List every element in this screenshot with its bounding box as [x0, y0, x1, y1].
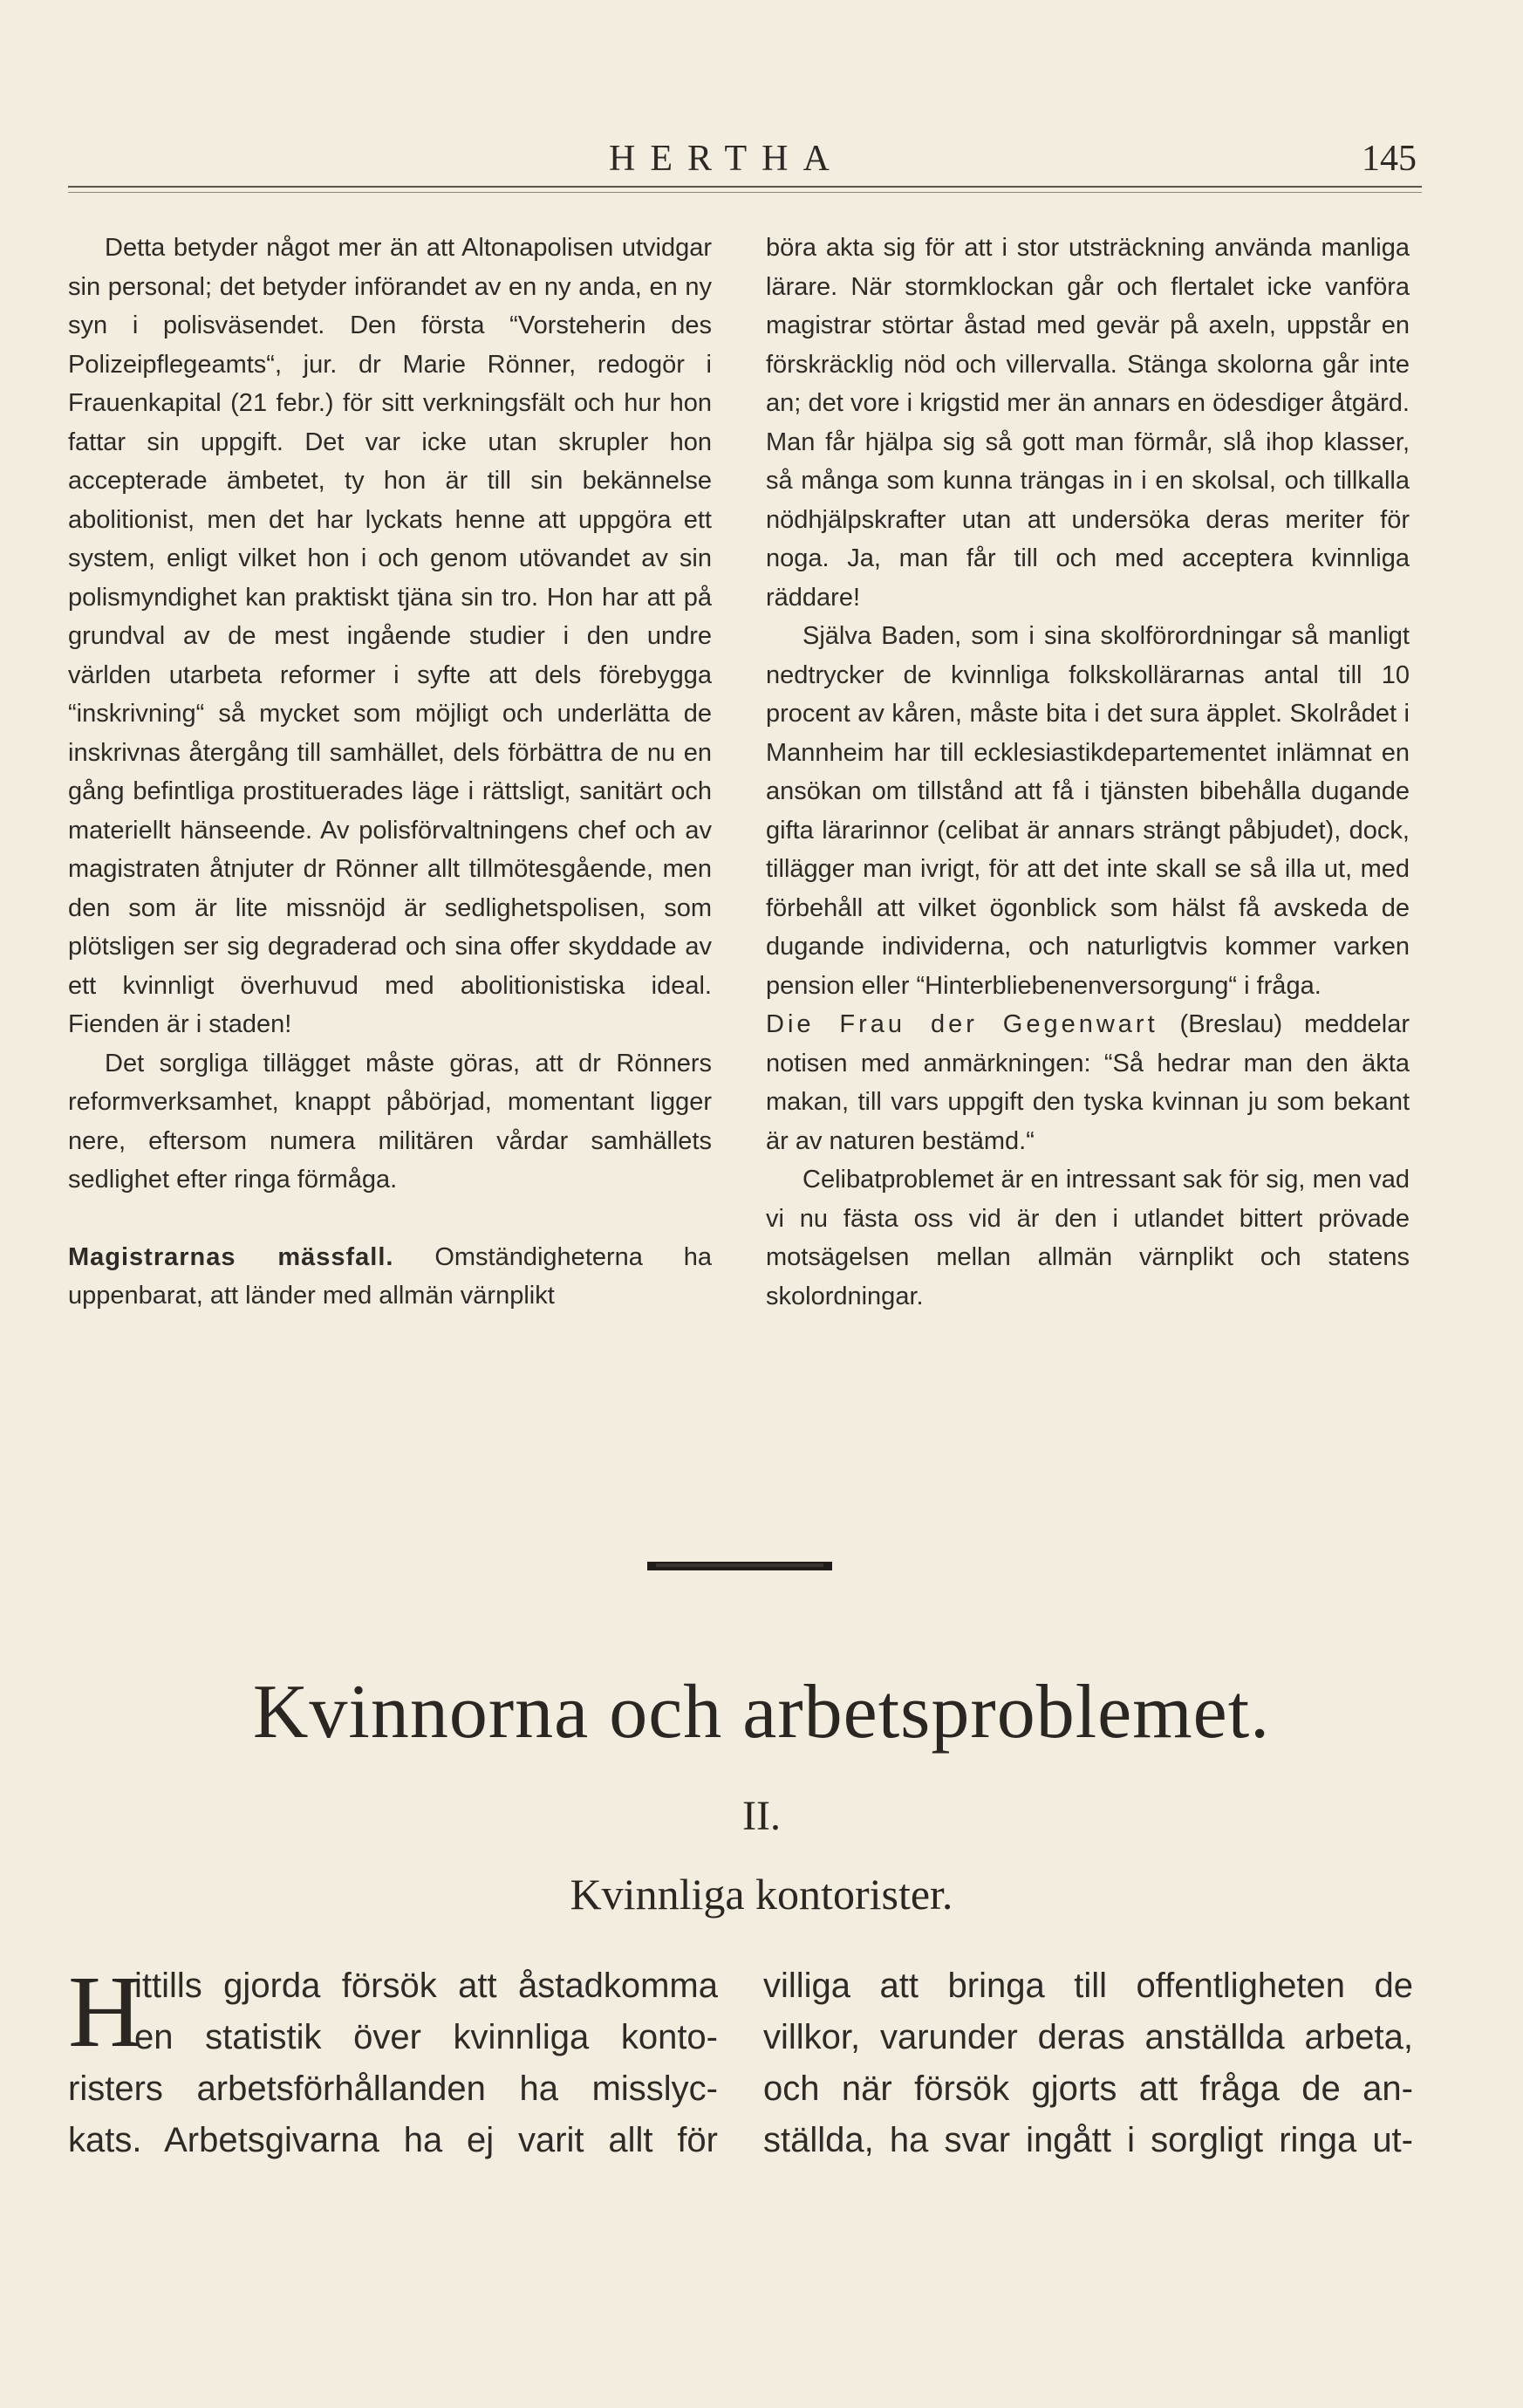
right-paragraph-1: böra akta sig för att i stor utsträckning använda manliga lärare. När stormklockan går och flertalet icke vanföra magistrar störtar åstad med gevär på axeln, uppstår en förskräcklig nöd och villervalla. Stänga skolorna går inte an; det vore i krigstid mer än annars en ödesdiger åtgärd. Man får hjälpa sig så gott man förmår, slå ihop klasser, så många som kunna trängas in i en skolsal, och tillkalla nödhjälpskrafter utan att undersöka deras meriter för noga. Ja, man får till och med acceptera kvinnliga räddare!: [766, 234, 1410, 612]
article-part: II.: [742, 1793, 781, 1839]
page-number: 145: [1362, 139, 1417, 179]
article-line: en statistik över kvinnliga konto-: [134, 2018, 718, 2056]
running-header: [68, 131, 1422, 183]
article-left-column: [68, 1954, 718, 2166]
section-heading: Magistrarnas mässfall.: [68, 1242, 394, 1271]
right-column: [766, 229, 1410, 1316]
right-paragraph-2: Själva Baden, som i sina skolförordningar så manligt nedtrycker de kvinnliga folkskollärarnas antal till 10 procent av kåren, måste bita i det sura äpplet. Skolrådet i Mannheim har till ecklesiastikdepartementet inlämnat en ansökan om tillstånd att få i tjänsten bibehålla dugande gifta lärarinnor (celibat är annars strängt påbjudet), dock, tillägger man ivrigt, för att det inte skall se så illa ut, med förbehåll att vilket ögonblick som hälst få avskeda de dugande individerna, och naturligtvis kommer varken pension eller “Hinterbliebenenversorgung“ i fråga.: [766, 622, 1410, 1000]
left-paragraph-1: Detta betyder något mer än att Altonapolisen utvidgar sin personal; det betyder införandet av en ny anda, en ny syn i polisväsendet. Den första “Vorsteherin des Polizeipflegeamts“, jur. dr Marie Rönner, redogör i Frauenkapital (21 febr.) för sitt verkningsfält och hur hon fattar sin uppgift. Det var icke utan skrupler hon accepterade ämbetet, ty hon är till sin bekännelse abolitionist, men det har lyckats henne att uppgöra ett system, enligt vilket hon i och genom utövandet av sin polismyndighet kan praktiskt tjäna sin tro. Hon har att på grundval av de mest ingående studier i den undre världen utarbeta reformer i syfte att dels förebygga “inskrivning“ så mycket som möjligt och underlätta de inskrivnas återgång till samhället, dels förbättra de nu en gång befintliga prostituerades läge i rättsligt, sanitärt och materiellt hänseende. Av polisförvaltningens chef och av magistraten åtnjuter dr Rönner allt tillmötesgående, men den som är lite missnöjd är sedlighetspolisen, som plötsligen ser sig degraderad och sina offer skyddade av ett kvinnligt överhuvud med abolitionistiska ideal. Fienden är i staden!: [68, 234, 712, 1038]
section-text: Omständigheterna ha uppenbarat, att länder med allmän värnplikt: [68, 1242, 713, 1310]
source-name: Die Frau der Gegenwart: [766, 1010, 1158, 1038]
right-paragraph-4: Celibatproblemet är en intressant sak för sig, men vad vi nu fästa oss vid är den i utlandet bittert prövade motsägelsen mellan allmän värnplikt och statens skolordningar.: [766, 1166, 1410, 1310]
left-paragraph-3: [68, 1238, 712, 1316]
article-line: ittills gjorda försök att åstadkomma: [134, 1967, 718, 2005]
left-paragraph-2: Det sorgliga tillägget måste göras, att dr Rönners reformverksamhet, knappt påbörjad, momentant ligger nere, eftersom numera militären vårdar samhällets sedlighet efter ringa förmåga.: [68, 1049, 712, 1194]
left-column: [68, 229, 712, 1316]
drop-cap: H: [68, 1954, 143, 2069]
right-paragraph-3: [766, 1005, 1410, 1160]
article-line: villiga att bringa till offentligheten de: [763, 1967, 1413, 2005]
header-rule: [68, 186, 1422, 188]
article-line: villkor, varunder deras anställda arbeta,: [763, 2018, 1413, 2056]
source-text: (Breslau) meddelar notisen med anmärkningen: “Så hedrar man den äkta makan, till vars uppgift den tyska kvinnan ju som bekant är av naturen bestämd.“: [766, 1010, 1410, 1155]
article-title: Kvinnorna och arbetsproblemet.: [252, 1670, 1271, 1755]
header-rule-secondary: [68, 192, 1422, 193]
article-line: kats. Arbetsgivarna ha ej varit allt för: [68, 2121, 718, 2159]
article-line: och när försök gjorts att fråga de an-: [763, 2069, 1413, 2108]
article-right-column: [763, 1960, 1413, 2166]
article-line: ställda, ha svar ingått i sorgligt ringa ut-: [763, 2121, 1413, 2159]
section-divider-shade: [656, 1563, 823, 1567]
article-subtitle: Kvinnliga kontorister.: [570, 1870, 953, 1919]
article-line: risters arbetsförhållanden ha misslyc-: [68, 2069, 718, 2108]
journal-title: HERTHA: [609, 139, 844, 179]
